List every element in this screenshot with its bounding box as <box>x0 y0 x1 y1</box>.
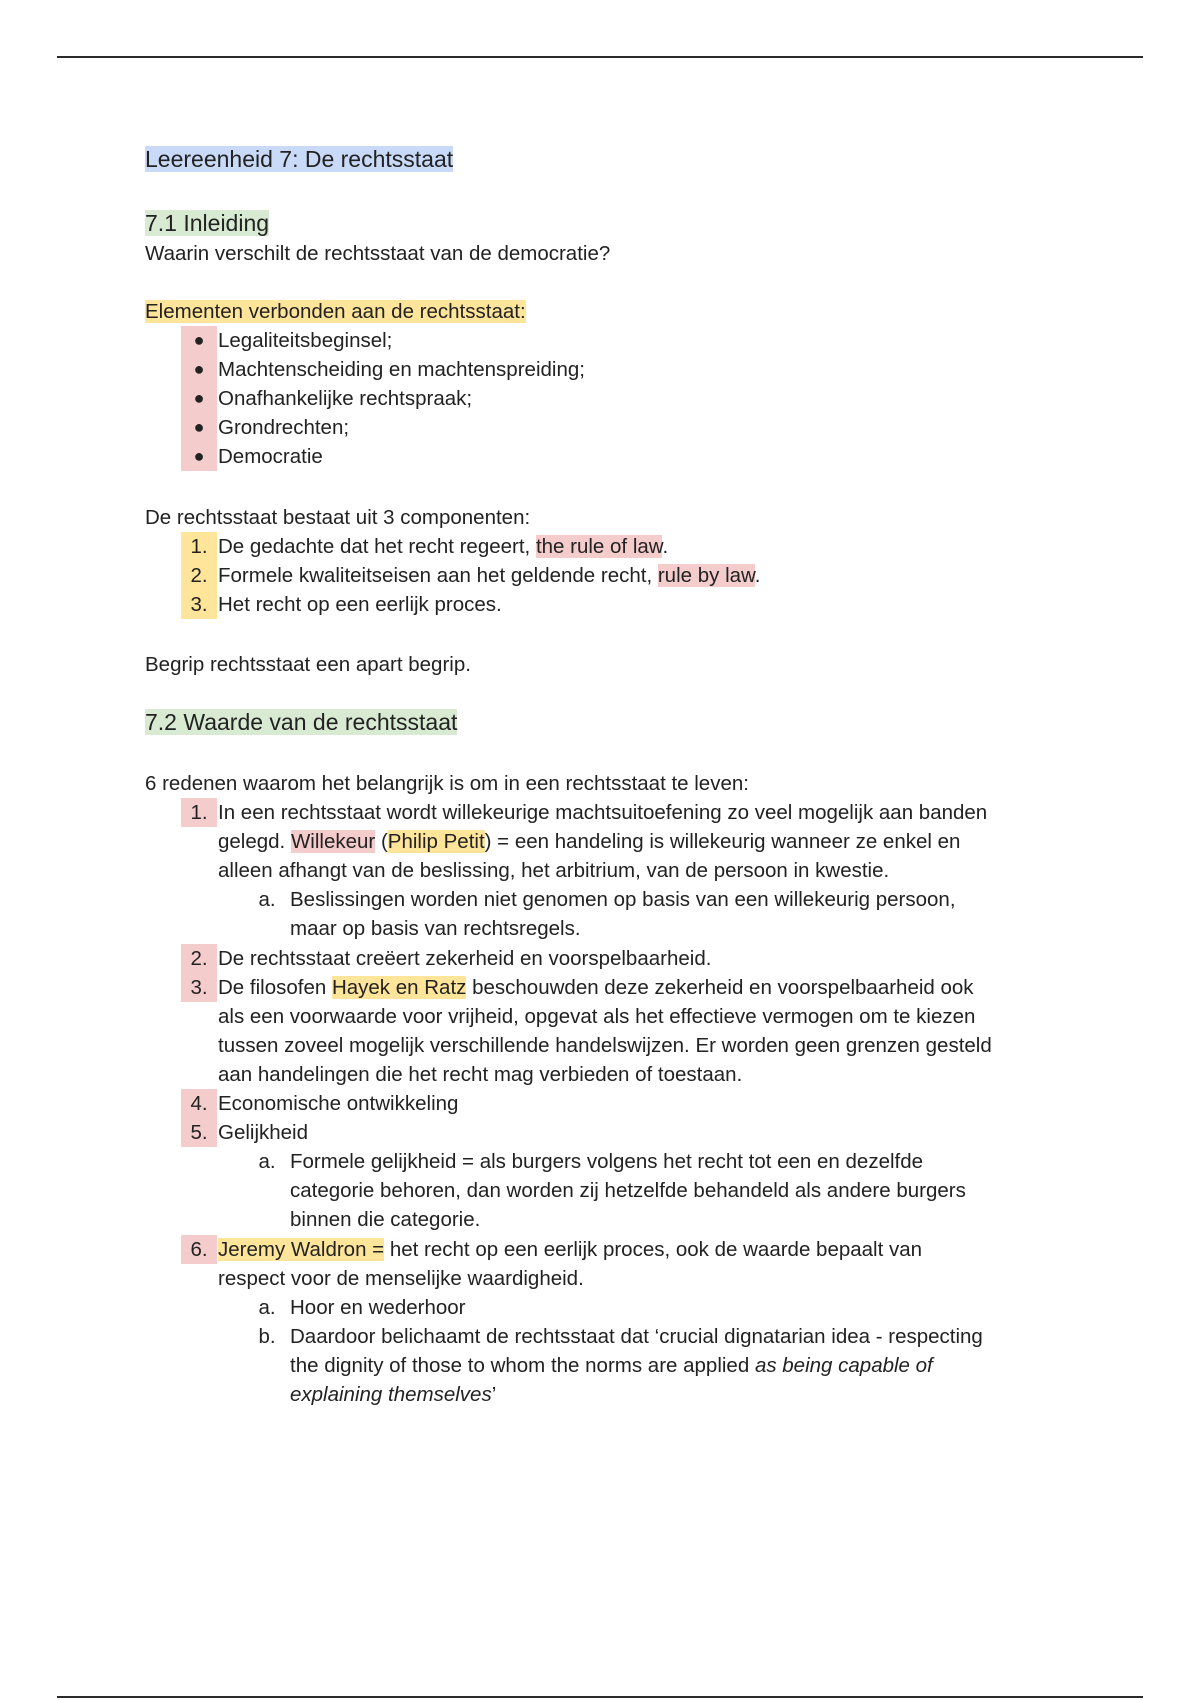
section-heading-2: 7.2 Waarde van de rechtsstaat <box>145 709 458 735</box>
page-title: Leereenheid 7: De rechtsstaat <box>145 146 454 172</box>
section-heading-1: 7.1 Inleiding <box>145 210 270 236</box>
elements-label: Elementen verbonden aan de rechtsstaat: <box>145 300 526 323</box>
bullet-icon: ● <box>181 413 217 442</box>
bullet-icon: ● <box>181 355 217 384</box>
bullet-icon: ● <box>181 326 217 355</box>
bullet-icon: ● <box>181 442 217 471</box>
top-rule <box>57 56 1143 58</box>
bottom-rule <box>57 1696 1143 1698</box>
components-intro: De rechtsstaat bestaat uit 3 componenten: <box>145 506 531 529</box>
begrip-note: Begrip rechtsstaat een apart begrip. <box>145 653 471 676</box>
bullet-icon: ● <box>181 384 217 413</box>
reasons-intro: 6 redenen waarom het belangrijk is om in een rechtsstaat te leven: <box>145 772 749 795</box>
intro-question: Waarin verschilt de rechtsstaat van de democratie? <box>145 242 611 265</box>
